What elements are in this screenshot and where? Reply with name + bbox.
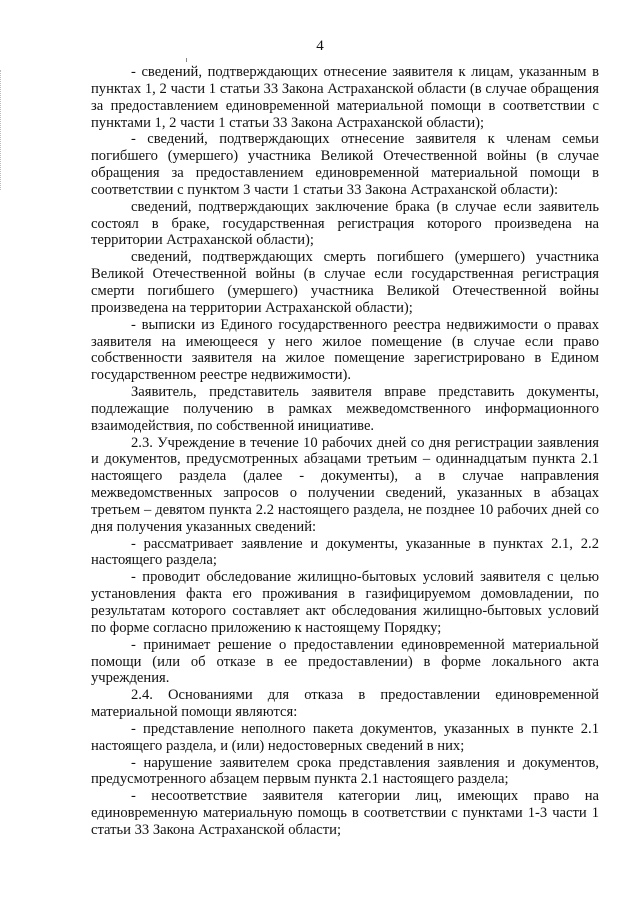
binding-margin-marks [0, 70, 5, 190]
paragraph: Заявитель, представитель заявителя вправе представить документы, подлежащие получению в рамках межведомственного информационного взаимодействия, по собственной инициативе. [91, 384, 599, 434]
paragraph: 2.4. Основаниями для отказа в предоставлении единовременной материальной помощи являются: [91, 687, 599, 721]
scan-mark [186, 58, 187, 62]
paragraph: - нарушение заявителем срока представления заявления и документов, предусмотренного абзацем первым пункта 2.1 настоящего раздела; [91, 754, 599, 788]
paragraph: - сведений, подтверждающих отнесение заявителя к членам семьи погибшего (умершего) участника Великой Отечественной войны (в случае обращения за предоставлением единовременной материальной помощи в соответствии с пунктом 3 части 1 статьи 33 Закона Астраханской области): [91, 131, 599, 198]
paragraph: - выписки из Единого государственного реестра недвижимости о правах заявителя на имеющееся у него жилое помещение (в случае если право собственности заявителя на жилое помещение зарегистрировано в Едином государственном реестре недвижимости). [91, 316, 599, 384]
paragraph: сведений, подтверждающих смерть погибшего (умершего) участника Великой Отечественной войны (в случае если государственная регистрация смерти погибшего (умершего) участника Великой Отечественной войны произведена на территории Астраханской области); [91, 249, 599, 316]
paragraph: - проводит обследование жилищно-бытовых условий заявителя с целью установления факта его проживания в газифицируемом домовладении, по результатам которого составляет акт обследования жилищно-бытовых условий по форме согласно приложению к настоящему Порядку; [91, 569, 599, 636]
paragraph: - несоответствие заявителя категории лиц, имеющих право на единовременную материальную помощь в соответствии с пунктами 1-3 части 1 статьи 33 Закона Астраханской области; [91, 788, 599, 838]
paragraph: - рассматривает заявление и документы, указанные в пунктах 2.1, 2.2 настоящего раздела; [91, 535, 599, 569]
paragraph: - сведений, подтверждающих отнесение заявителя к лицам, указанным в пунктах 1, 2 части 1 статьи 33 Закона Астраханской области (в случае обращения за предоставлением единовременной материальной помощи в соответствии с пунктами 1, 2 части 1 статьи 33 Закона Астраханской области); [91, 64, 599, 131]
paragraph: сведений, подтверждающих заключение брака (в случае если заявитель состоял в браке, государственная регистрация которого произведена на территории Астраханской области); [91, 198, 599, 249]
paragraph: - представление неполного пакета документов, указанных в пункте 2.1 настоящего раздела, и (или) недостоверных сведений в них; [91, 720, 599, 754]
page-number: 4 [316, 38, 324, 54]
paragraph: - принимает решение о предоставлении единовременной материальной помощи (или об отказе в ее предоставлении) в форме локального акта учреждения. [91, 636, 599, 687]
paragraph: 2.3. Учреждение в течение 10 рабочих дней со дня регистрации заявления и документов, предусмотренных абзацами третьим – одиннадцатым пункта 2.1 настоящего раздела (далее - документы), а в случае направления межведомственных запросов о получении сведений, указанных в абзацах третьем – девятом пункта 2.2 настоящего раздела, не позднее 10 рабочих дней со дня получения указанных сведений: [91, 434, 599, 535]
document-body [91, 64, 599, 839]
